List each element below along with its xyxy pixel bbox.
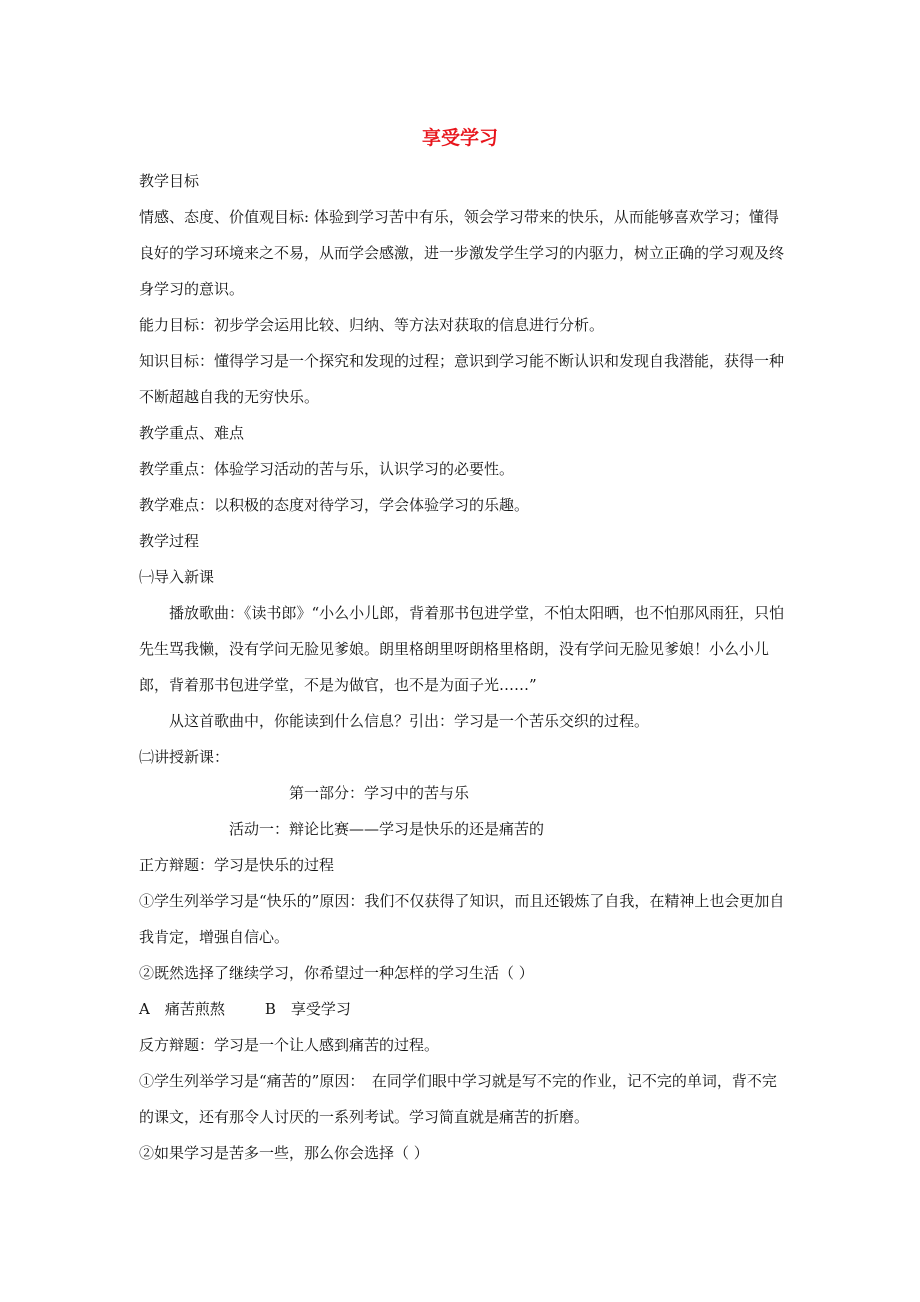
- pro-options: [139, 991, 787, 1027]
- goals-heading: 教学目标: [139, 172, 200, 190]
- page-title: 享受学习: [421, 127, 498, 149]
- activity-one-heading: 活动一：辩论比赛——学习是快乐的还是痛苦的: [229, 820, 545, 838]
- con-topic: 反方辩题：学习是一个让人感到痛苦的过程。: [139, 1036, 440, 1054]
- song-question: 从这首歌曲中，你能读到什么信息？引出：学习是一个苦乐交织的过程。: [169, 712, 650, 730]
- part-one-heading: 第一部分：学习中的苦与乐: [289, 784, 470, 802]
- document-body: [139, 163, 787, 1171]
- song-paragraph: 播放歌曲：《读书郎》“小么小儿郎，背着那书包进学堂，不怕太阳晒，也不怕那风雨狂，只怕先生骂我懒，没有学问无脸见爹娘。朗里格朗里呀朗格里格朗，没有学问无脸见爹娘！小么小儿郎，背着那书包进学堂，不是为做官，也不是为面子光……”: [139, 604, 785, 694]
- ability-goal: 能力目标：初步学会运用比较、归纳、等方法对获取的信息进行分析。: [139, 316, 605, 334]
- pro-item-1: ①学生列举学习是“快乐的”原因：我们不仅获得了知识，而且还锻炼了自我，在精神上也会更加自我肯定，增强自信心。: [139, 892, 785, 946]
- teaching-focus: 教学重点：体验学习活动的苦与乐，认识学习的必要性。: [139, 460, 515, 478]
- key-points-heading: 教学重点、难点: [139, 424, 245, 442]
- option-a: A 痛苦煎熬: [139, 1000, 225, 1018]
- emotion-goal: 情感、态度、价值观目标: 体验到学习苦中有乐，领会学习带来的快乐，从而能够喜欢学习；懂得良好的学习环境来之不易，从而学会感激，进一步激发学生学习的内驱力，树立正确的学习观及终身学习的意识。: [139, 208, 785, 298]
- con-item-1: ①学生列举学习是“痛苦的”原因： 在同学们眼中学习就是写不完的作业，记不完的单词，背不完的课文，还有那令人讨厌的一系列考试。学习简直就是痛苦的折磨。: [139, 1072, 777, 1126]
- pro-item-2: ②既然选择了继续学习，你希望过一种怎样的学习生活（ ）: [139, 964, 534, 982]
- process-heading: 教学过程: [139, 532, 200, 550]
- pro-topic: 正方辩题：学习是快乐的过程: [139, 856, 335, 874]
- knowledge-goal: 知识目标：懂得学习是一个探究和发现的过程；意识到学习能不断认识和发现自我潜能，获得一种不断超越自我的无穷快乐。: [139, 352, 785, 406]
- teaching-difficulty: 教学难点：以积极的态度对待学习，学会体验学习的乐趣。: [139, 496, 530, 514]
- con-item-2: ②如果学习是苦多一些，那么你会选择（ ）: [139, 1144, 429, 1162]
- option-b: B 享受学习: [264, 1000, 351, 1018]
- intro-heading: ㈠导入新课: [139, 568, 215, 586]
- new-lesson-heading: ㈡讲授新课：: [139, 748, 230, 766]
